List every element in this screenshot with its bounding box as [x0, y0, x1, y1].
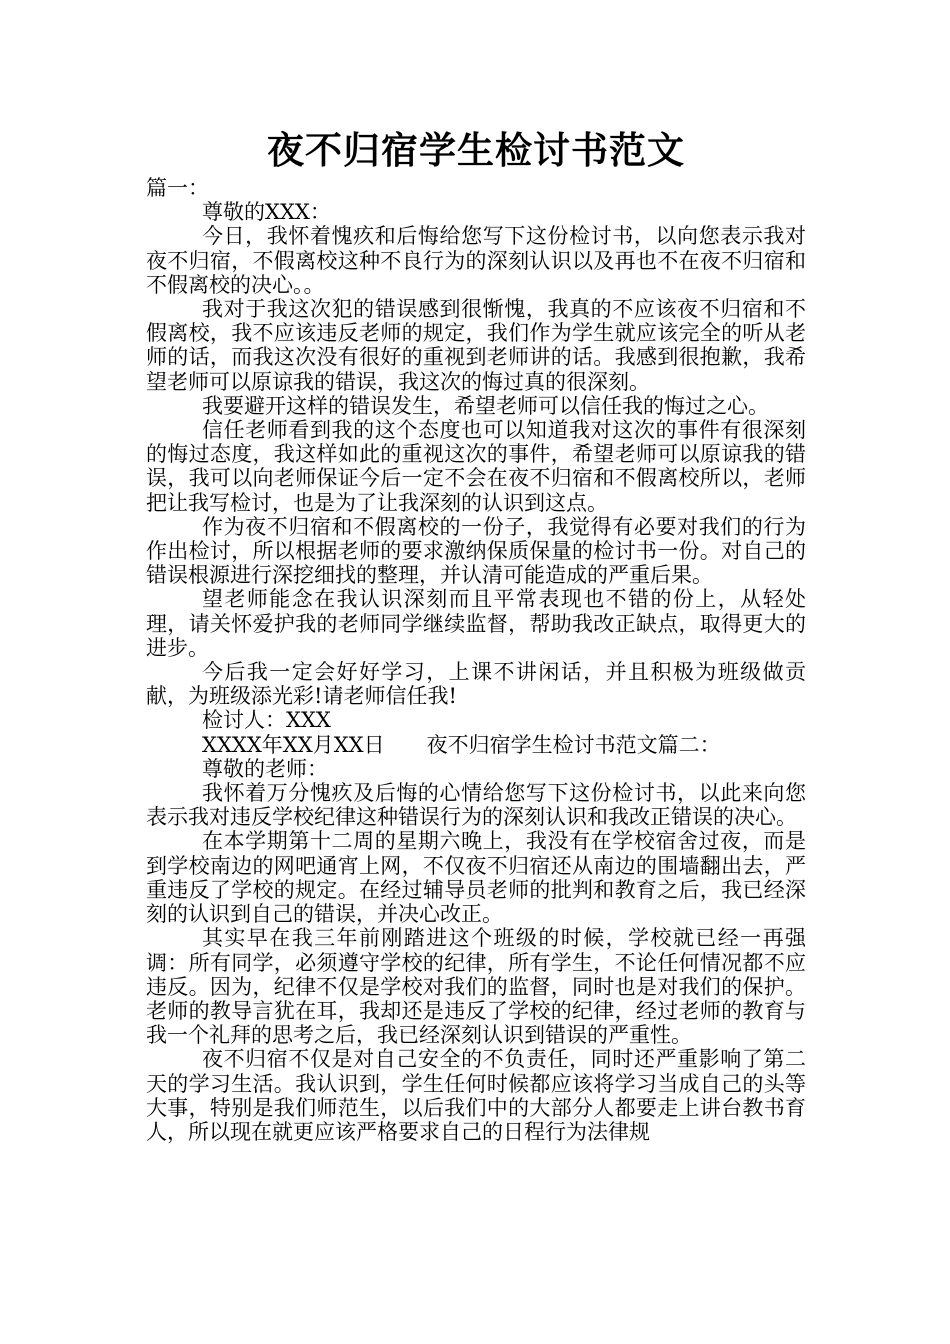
paragraph: 我要避开这样的错误发生，希望老师可以信任我的悔过之心。: [202, 393, 769, 418]
document-title: 夜不归宿学生检讨书范文: [267, 128, 685, 172]
paragraph: 尊敬的XXX：: [202, 200, 331, 225]
document-page: [146, 126, 806, 1144]
paragraph: 我怀着万分愧疚及后悔的心情给您写下这份检讨书，以此来向您表示我对违反学校纪律这种错误行为的深刻认识和我改正错误的决心。: [146, 781, 806, 830]
paragraph: 检讨人：XXX: [202, 708, 331, 733]
paragraph: 望老师能念在我认识深刻而且平常表现也不错的份上，从轻处理，请关怀爱护我的老师同学继续监督，帮助我改正缺点，取得更大的进步。: [146, 587, 806, 660]
paragraph: XXXX年XX月XX日 夜不归宿学生检讨书范文篇二：: [202, 732, 721, 757]
document-body: [146, 176, 806, 1144]
paragraph: 在本学期第十二周的星期六晚上，我没有在学校宿舍过夜，而是到学校南边的网吧通宵上网，不仅夜不归宿还从南边的围墙翻出去，严重违反了学校的规定。在经过辅导员老师的批判和教育之后，我已经深刻的认识到自己的错误，并决心改正。: [146, 829, 806, 927]
paragraph: 信任老师看到我的这个态度也可以知道我对这次的事件有很深刻的悔过态度，我这样如此的重视这次的事件，希望老师可以原谅我的错误，我可以向老师保证今后一定不会在夜不归宿和不假离校所以，老师把让我写检讨，也是为了让我深刻的认识到这点。: [146, 418, 806, 515]
paragraph: 篇一：: [146, 176, 209, 200]
paragraph: 其实早在我三年前刚踏进这个班级的时候，学校就已经一再强调：所有同学，必须遵守学校的纪律，所有学生，不论任何情况都不应违反。因为，纪律不仅是学校对我们的监督，同时也是对我们的保护。老师的教导言犹在耳，我却还是违反了学校的纪律，经过老师的教育与我一个礼拜的思考之后，我已经深刻认识到错误的严重性。: [146, 926, 806, 1048]
paragraph: 夜不归宿不仅是对自己安全的不负责任，同时还严重影响了第二天的学习生活。我认识到，学生任何时候都应该将学习当成自己的头等大事，特别是我们师范生，以后我们中的大部分人都要走上讲台教书育人，所以现在就更应该严格要求自己的日程行为法律规: [146, 1047, 806, 1144]
paragraph: 尊敬的老师：: [202, 756, 328, 781]
paragraph: 今日，我怀着愧疚和后悔给您写下这份检讨书，以向您表示我对夜不归宿，不假离校这种不良行为的深刻认识以及再也不在夜不归宿和不假离校的决心。。: [146, 224, 806, 297]
paragraph: 作为夜不归宿和不假离校的一份子，我觉得有必要对我们的行为作出检讨，所以根据老师的要求激纳保质保量的检讨书一份。对自己的错误根源进行深挖细找的整理，并认清可能造成的严重后果。: [146, 514, 806, 588]
paragraph: 我对于我这次犯的错误感到很惭愧，我真的不应该夜不归宿和不假离校，我不应该违反老师的规定，我们作为学生就应该完全的听从老师的话，而我这次没有很好的重视到老师讲的话。我感到很抱歉，我希望老师可以原谅我的错误，我这次的悔过真的很深刻。: [146, 297, 806, 394]
paragraph: 今后我一定会好好学习，上课不讲闲话，并且积极为班级做贡献，为班级添光彩!请老师信任我!: [146, 660, 806, 709]
